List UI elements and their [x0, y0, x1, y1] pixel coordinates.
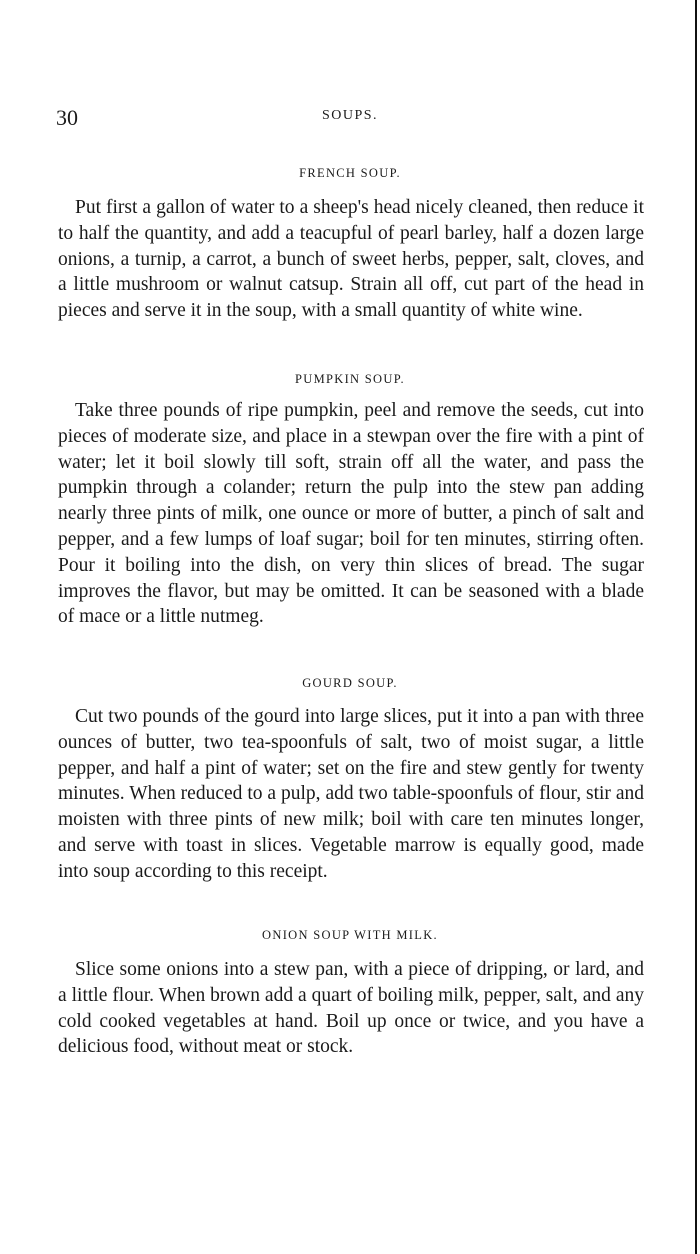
section-title-gourd-soup: GOURD SOUP. — [302, 676, 398, 690]
page-edge-rule — [695, 0, 697, 1254]
section-text-onion-soup: Slice some onions into a stew pan, with a piece of dripping, or lard, and a little flour. When brown add a quart of boiling milk, pepper, salt, and any cold cooked vegetables at hand. Boil up once or twice, and you have a delicious food, without meat or stock. — [58, 959, 644, 1058]
section-text-french-soup: Put first a gallon of water to a sheep's head nicely cleaned, then reduce it to half the quantity, and add a teacupful of pearl barley, half a dozen large onions, a turnip, a carrot, a bunch of sweet herbs, pepper, salt, cloves, and a little mushroom or walnut catsup. Strain all off, cut part of the head in pieces and serve it in the soup, with a small quantity of white wine. — [58, 197, 644, 322]
running-head: SOUPS. — [321, 108, 379, 123]
section-text-gourd-soup: Cut two pounds of the gourd into large slices, put it into a pan with three ounces of butter, two tea-spoonfuls of salt, two of moist sugar, a little pepper, and half a pint of water; set on the fire and stew gently for twenty minutes. When reduced to a pulp, add two table-spoonfuls of flour, stir and moisten with three pints of new milk; boil with care ten minutes longer, and serve with toast in slices. Vegetable marrow is equally good, made into soup according to this receipt. — [58, 706, 644, 882]
section-title-french-soup: FRENCH SOUP. — [299, 166, 401, 180]
section-text-pumpkin-soup: Take three pounds of ripe pumpkin, peel and remove the seeds, cut into pieces of moderate size, and place in a stewpan over the fire with a pint of water; let it boil slowly till soft, strain off all the water, and pass the pumpkin through a colander; return the pulp into the stew pan adding nearly three pints of milk, one ounce or more of butter, a pinch of salt and pepper, and a few lumps of loaf sugar; boil for ten minutes, stirring often. Pour it boiling into the dish, on very thin slices of bread. The sugar improves the flavor, but may be omitted. It can be seasoned with a blade of mace or a little nutmeg. — [58, 400, 644, 628]
section-title-pumpkin-soup: PUMPKIN SOUP. — [295, 372, 405, 386]
page-number: 30 — [56, 105, 78, 130]
section-title-onion-soup: ONION SOUP WITH MILK. — [262, 928, 438, 942]
